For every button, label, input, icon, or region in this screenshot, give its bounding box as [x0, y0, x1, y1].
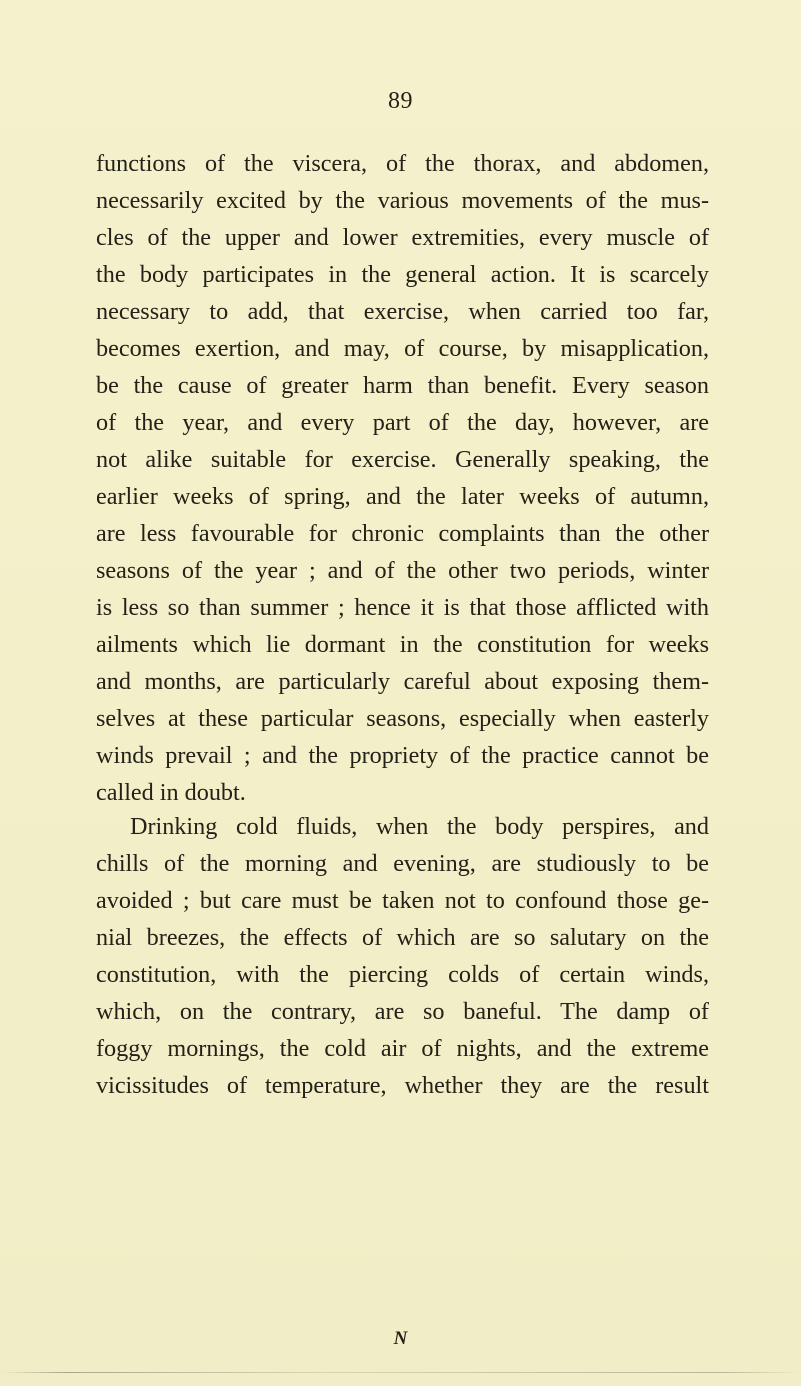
- text-line: functions of the viscera, of the thorax, and abdomen,: [96, 150, 709, 177]
- text-line: vicissitudes of temperature, whether they are the result: [96, 1072, 709, 1099]
- text-line: are less favourable for chronic complaints than the other: [96, 520, 709, 547]
- text-line: becomes exertion, and may, of course, by misapplication,: [96, 335, 709, 362]
- text-line: the body participates in the general action. It is scarcely: [96, 261, 709, 288]
- text-line: necessary to add, that exercise, when carried too far,: [96, 298, 709, 325]
- text-line: cles of the upper and lower extremities, every muscle of: [96, 224, 709, 251]
- text-line: selves at these particular seasons, especially when easterly: [96, 705, 709, 732]
- text-line: chills of the morning and evening, are studiously to be: [96, 850, 709, 877]
- text-line: nial breezes, the effects of which are so salutary on the: [96, 924, 709, 951]
- signature-mark: N: [393, 1328, 408, 1349]
- page-edge-divider: [0, 1372, 801, 1373]
- text-line: be the cause of greater harm than benefit. Every season: [96, 372, 709, 399]
- text-line: foggy mornings, the cold air of nights, and the extreme: [96, 1035, 709, 1062]
- text-line: and months, are particularly careful about exposing them-: [96, 668, 709, 695]
- text-line: not alike suitable for exercise. Generally speaking, the: [96, 446, 709, 473]
- text-line: necessarily excited by the various movements of the mus-: [96, 187, 709, 214]
- text-line: is less so than summer ; hence it is that those afflicted with: [96, 594, 709, 621]
- page-number: 89: [388, 88, 413, 114]
- text-line: winds prevail ; and the propriety of the practice cannot be: [96, 742, 709, 769]
- text-line: of the year, and every part of the day, however, are: [96, 409, 709, 436]
- text-line: ailments which lie dormant in the constitution for weeks: [96, 631, 709, 658]
- text-line: earlier weeks of spring, and the later weeks of autumn,: [96, 483, 709, 510]
- text-line: avoided ; but care must be taken not to confound those ge-: [96, 887, 709, 914]
- text-line: constitution, with the piercing colds of certain winds,: [96, 961, 709, 988]
- text-line: called in doubt.: [96, 779, 246, 806]
- text-line: which, on the contrary, are so baneful. The damp of: [96, 998, 709, 1025]
- text-line: seasons of the year ; and of the other two periods, winter: [96, 557, 709, 584]
- text-line: Drinking cold fluids, when the body perspires, and: [130, 813, 709, 840]
